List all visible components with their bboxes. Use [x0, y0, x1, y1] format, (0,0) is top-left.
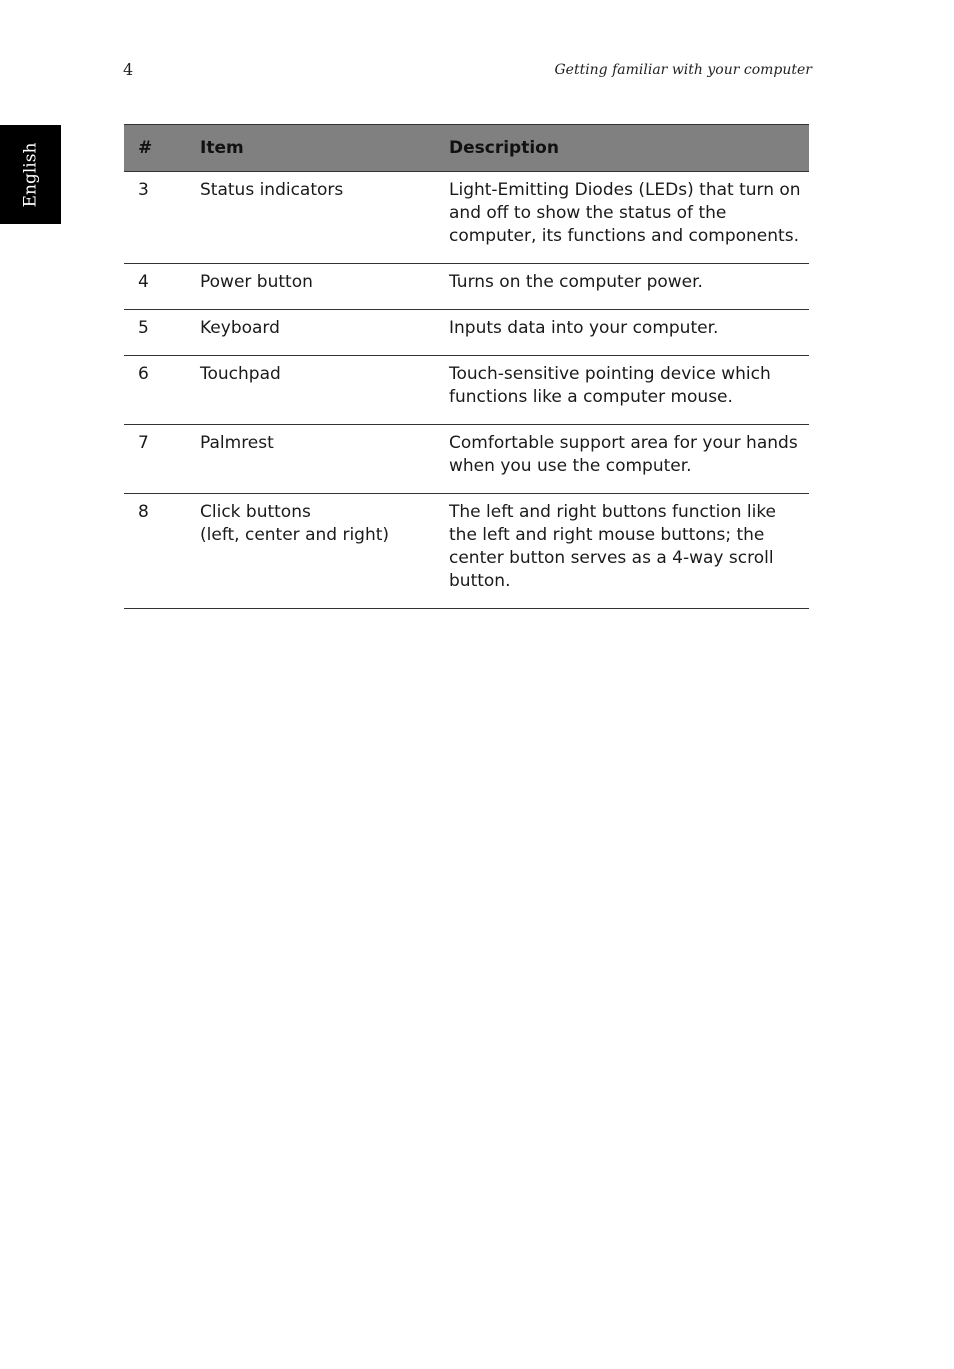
table-row [124, 310, 809, 356]
running-header: Getting familiar with your computer [554, 62, 812, 78]
language-tab-label: English [20, 142, 41, 207]
row-item [186, 172, 435, 264]
row-item-line: Click buttons [200, 502, 311, 522]
row-number: 7 [124, 425, 186, 494]
row-description: The left and right buttons function like the left and right mouse buttons; the center button serves as a 4-way scroll button. [435, 494, 809, 609]
row-item-line: (left, center and right) [200, 525, 390, 545]
page-number: 4 [123, 60, 134, 79]
row-item-line: Power button [200, 272, 313, 292]
row-description: Inputs data into your computer. [435, 310, 809, 356]
row-description: Light-Emitting Diodes (LEDs) that turn on and off to show the status of the computer, its functions and components. [435, 172, 809, 264]
row-number: 3 [124, 172, 186, 264]
row-number: 8 [124, 494, 186, 609]
row-description: Turns on the computer power. [435, 264, 809, 310]
table-header-row [124, 125, 809, 172]
row-item [186, 494, 435, 609]
column-header-item: Item [186, 125, 435, 172]
table-row [124, 494, 809, 609]
row-item [186, 310, 435, 356]
row-item-line: Keyboard [200, 318, 280, 338]
row-number: 6 [124, 356, 186, 425]
column-header-number: # [124, 125, 186, 172]
row-item [186, 264, 435, 310]
row-item-line: Status indicators [200, 180, 344, 200]
table-row [124, 264, 809, 310]
column-header-description: Description [435, 125, 809, 172]
row-description: Comfortable support area for your hands when you use the computer. [435, 425, 809, 494]
component-table [124, 124, 809, 609]
row-description: Touch-sensitive pointing device which functions like a computer mouse. [435, 356, 809, 425]
table-row [124, 425, 809, 494]
row-number: 5 [124, 310, 186, 356]
row-item-line: Palmrest [200, 433, 274, 453]
row-item [186, 425, 435, 494]
row-item [186, 356, 435, 425]
language-tab [0, 125, 61, 224]
table-row [124, 356, 809, 425]
row-item-line: Touchpad [200, 364, 281, 384]
table-row [124, 172, 809, 264]
row-number: 4 [124, 264, 186, 310]
